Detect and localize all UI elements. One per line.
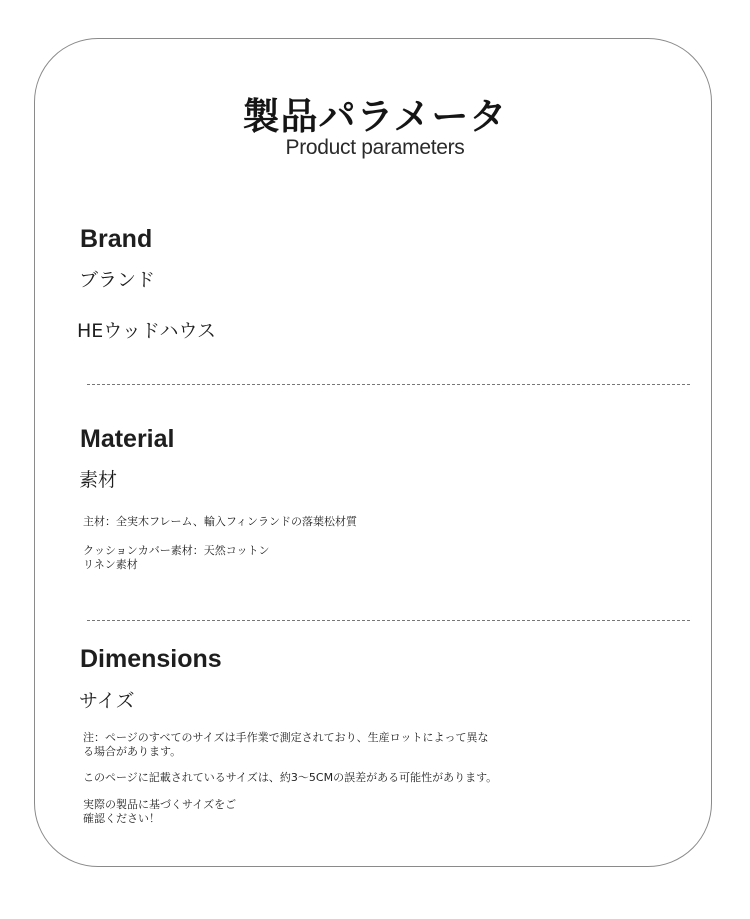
brand-heading-en: Brand — [80, 225, 153, 253]
section-divider — [87, 620, 690, 621]
dimensions-note-text: 注：ページのすべてのサイズは手作業で測定されており、生産ロットによって異な る場合があります。 — [83, 731, 489, 758]
material-main-text: 主材：全実木フレーム、輸入フィンランドの落葉松材質 — [83, 515, 358, 528]
dimensions-heading-en: Dimensions — [80, 645, 222, 673]
material-heading-jp: 素材 — [79, 469, 118, 491]
page-title: 製品パラメータ — [242, 95, 508, 138]
section-divider — [87, 384, 690, 385]
dimensions-error-text: このページに記載されているサイズは、約3〜5CMの誤差がある可能性があります。 — [83, 771, 498, 784]
material-heading-en: Material — [80, 425, 175, 453]
dimensions-confirm-text: 実際の製品に基づくサイズをご 確認ください！ — [83, 798, 237, 825]
brand-heading-jp: ブランド — [79, 269, 156, 291]
material-cushion-text: クッションカバー素材：天然コットン リネン素材 — [83, 544, 270, 571]
page-subtitle: Product parameters — [285, 136, 465, 159]
dimensions-heading-jp: サイズ — [79, 690, 135, 712]
brand-value: HEウッドハウス — [77, 320, 216, 342]
